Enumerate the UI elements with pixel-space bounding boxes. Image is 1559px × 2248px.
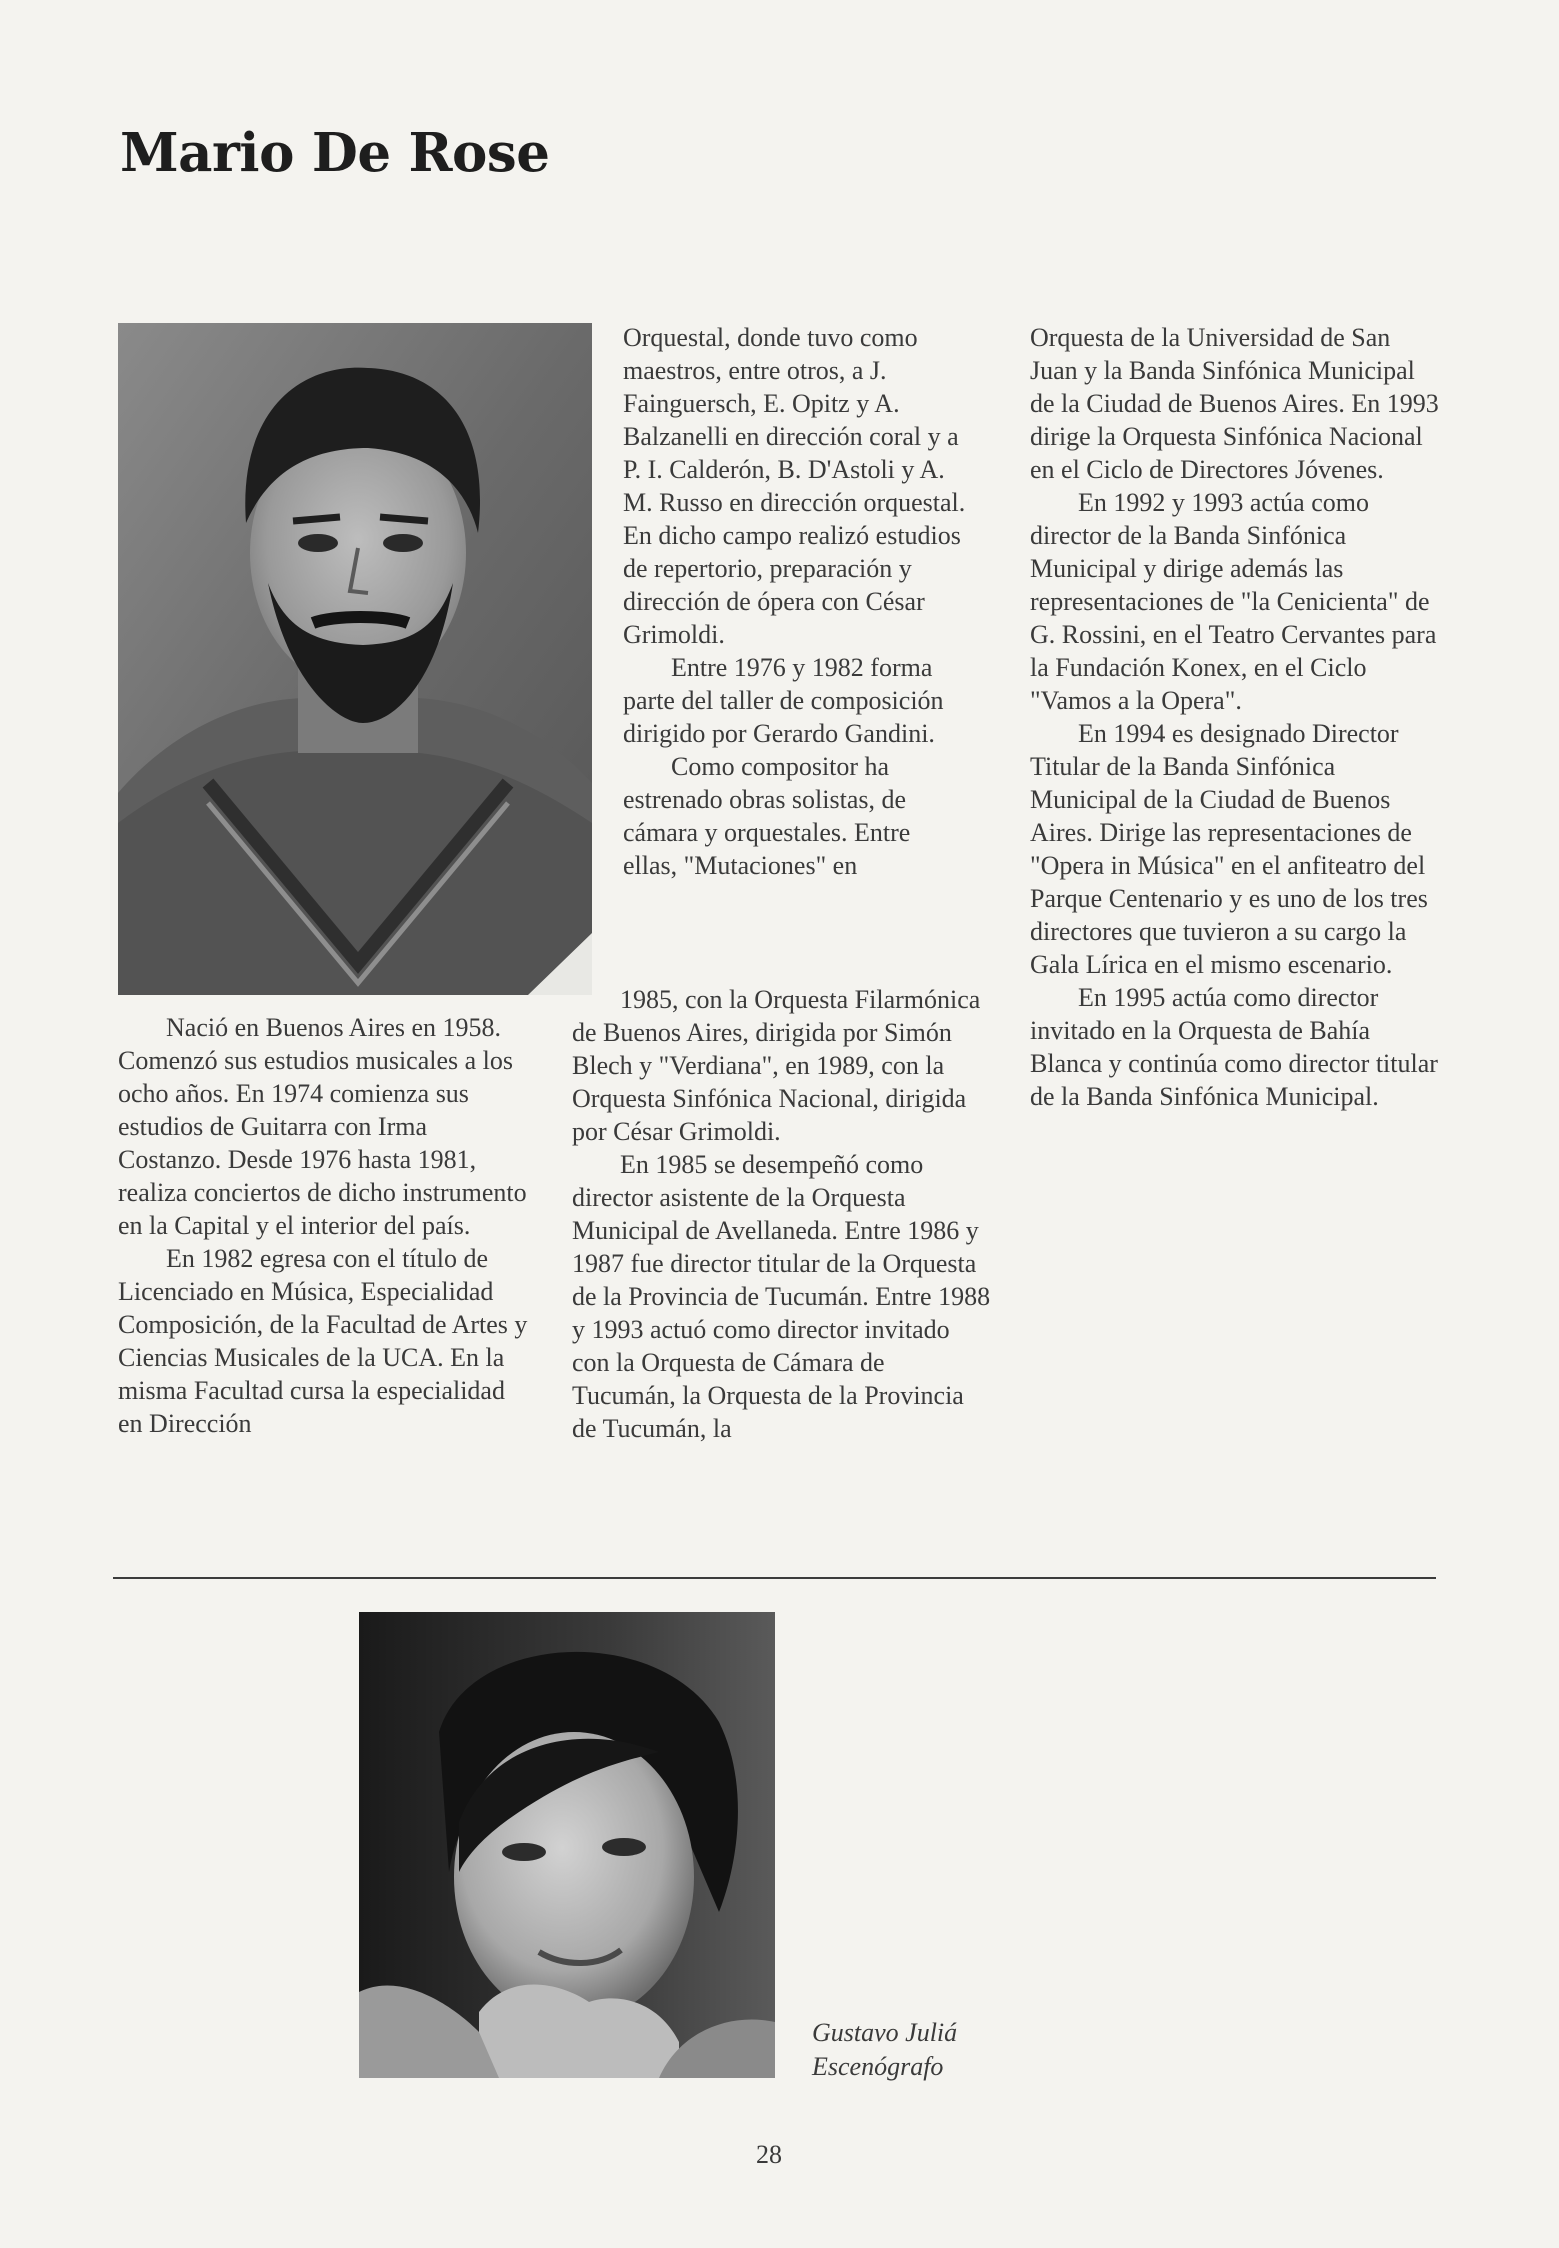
article-column-2-bottom [572, 983, 992, 1445]
portrait-photo-gustavo-julia [359, 1612, 775, 2078]
paragraph: En 1994 es designado Director Titular de la Banda Sinfónica Municipal de la Ciudad de Buenos Aires. Dirige las representaciones de "Opera in Música" en el anfiteatro del Parque Centenario y es uno de los tres directores que tuvieron a su cargo la Gala Lírica en el mismo escenario. [1030, 719, 1428, 979]
paragraph: En 1992 y 1993 actúa como director de la Banda Sinfónica Municipal y dirige además las representaciones de "la Cenicienta" de G. Rossini, en el Teatro Cervantes para la Fundación Konex, en el Ciclo "Vamos a la Opera". [1030, 488, 1437, 715]
paragraph: Como compositor ha estrenado obras solistas, de cámara y orquestales. Entre ellas, "Mutaciones" en [623, 752, 911, 880]
paragraph: En 1985 se desempeñó como director asistente de la Orquesta Municipal de Avellaneda. Entre 1986 y 1987 fue director titular de la Orquesta de la Provincia de Tucumán. Entre 1988 y 1993 actuó como director invitado con la Orquesta de Cámara de Tucumán, la Orquesta de la Provincia de Tucumán, la [572, 1150, 991, 1443]
photo-caption [812, 2016, 957, 2084]
caption-name: Gustavo Juliá [812, 2018, 958, 2047]
article-column-2-top [623, 321, 968, 882]
paragraph: 1985, con la Orquesta Filarmónica de Buenos Aires, dirigida por Simón Blech y "Verdiana", en 1989, con la Orquesta Sinfónica Nacional, dirigida por César Grimoldi. [572, 985, 981, 1146]
caption-role: Escenógrafo [812, 2052, 944, 2081]
paragraph: Orquestal, donde tuvo como maestros, entre otros, a J. Fainguersch, E. Opitz y A. Balzanelli en dirección coral y a P. I. Calderón, B. D'Astoli y A. M. Russo en dirección orquestal. En dicho campo realizó estudios de repertorio, preparación y dirección de ópera con César Grimoldi. [623, 323, 966, 649]
article-column-3 [1030, 321, 1440, 1113]
paragraph: Entre 1976 y 1982 forma parte del taller de composición dirigido por Gerardo Gandini. [623, 653, 944, 748]
page-title: Mario De Rose [120, 122, 550, 184]
article-column-1 [118, 1011, 528, 1440]
paragraph: En 1982 egresa con el título de Licenciado en Música, Especialidad Composición, de la Facultad de Artes y Ciencias Musicales de la UCA. En la misma Facultad cursa la especialidad en Dirección [118, 1244, 528, 1438]
paragraph: En 1995 actúa como director invitado en la Orquesta de Bahía Blanca y continúa como director titular de la Banda Sinfónica Municipal. [1030, 983, 1438, 1111]
page-number: 28 [756, 2140, 782, 2169]
paragraph: Orquesta de la Universidad de San Juan y la Banda Sinfónica Municipal de la Ciudad de Buenos Aires. En 1993 dirige la Orquesta Sinfónica Nacional en el Ciclo de Directores Jóvenes. [1030, 323, 1439, 484]
portrait-photo-mario-de-rose [118, 323, 592, 995]
section-divider [113, 1577, 1436, 1579]
paragraph: Nació en Buenos Aires en 1958. Comenzó sus estudios musicales a los ocho años. En 1974 comienza sus estudios de Guitarra con Irma Costanzo. Desde 1976 hasta 1981, realiza conciertos de dicho instrumento en la Capital y el interior del país. [118, 1013, 527, 1240]
